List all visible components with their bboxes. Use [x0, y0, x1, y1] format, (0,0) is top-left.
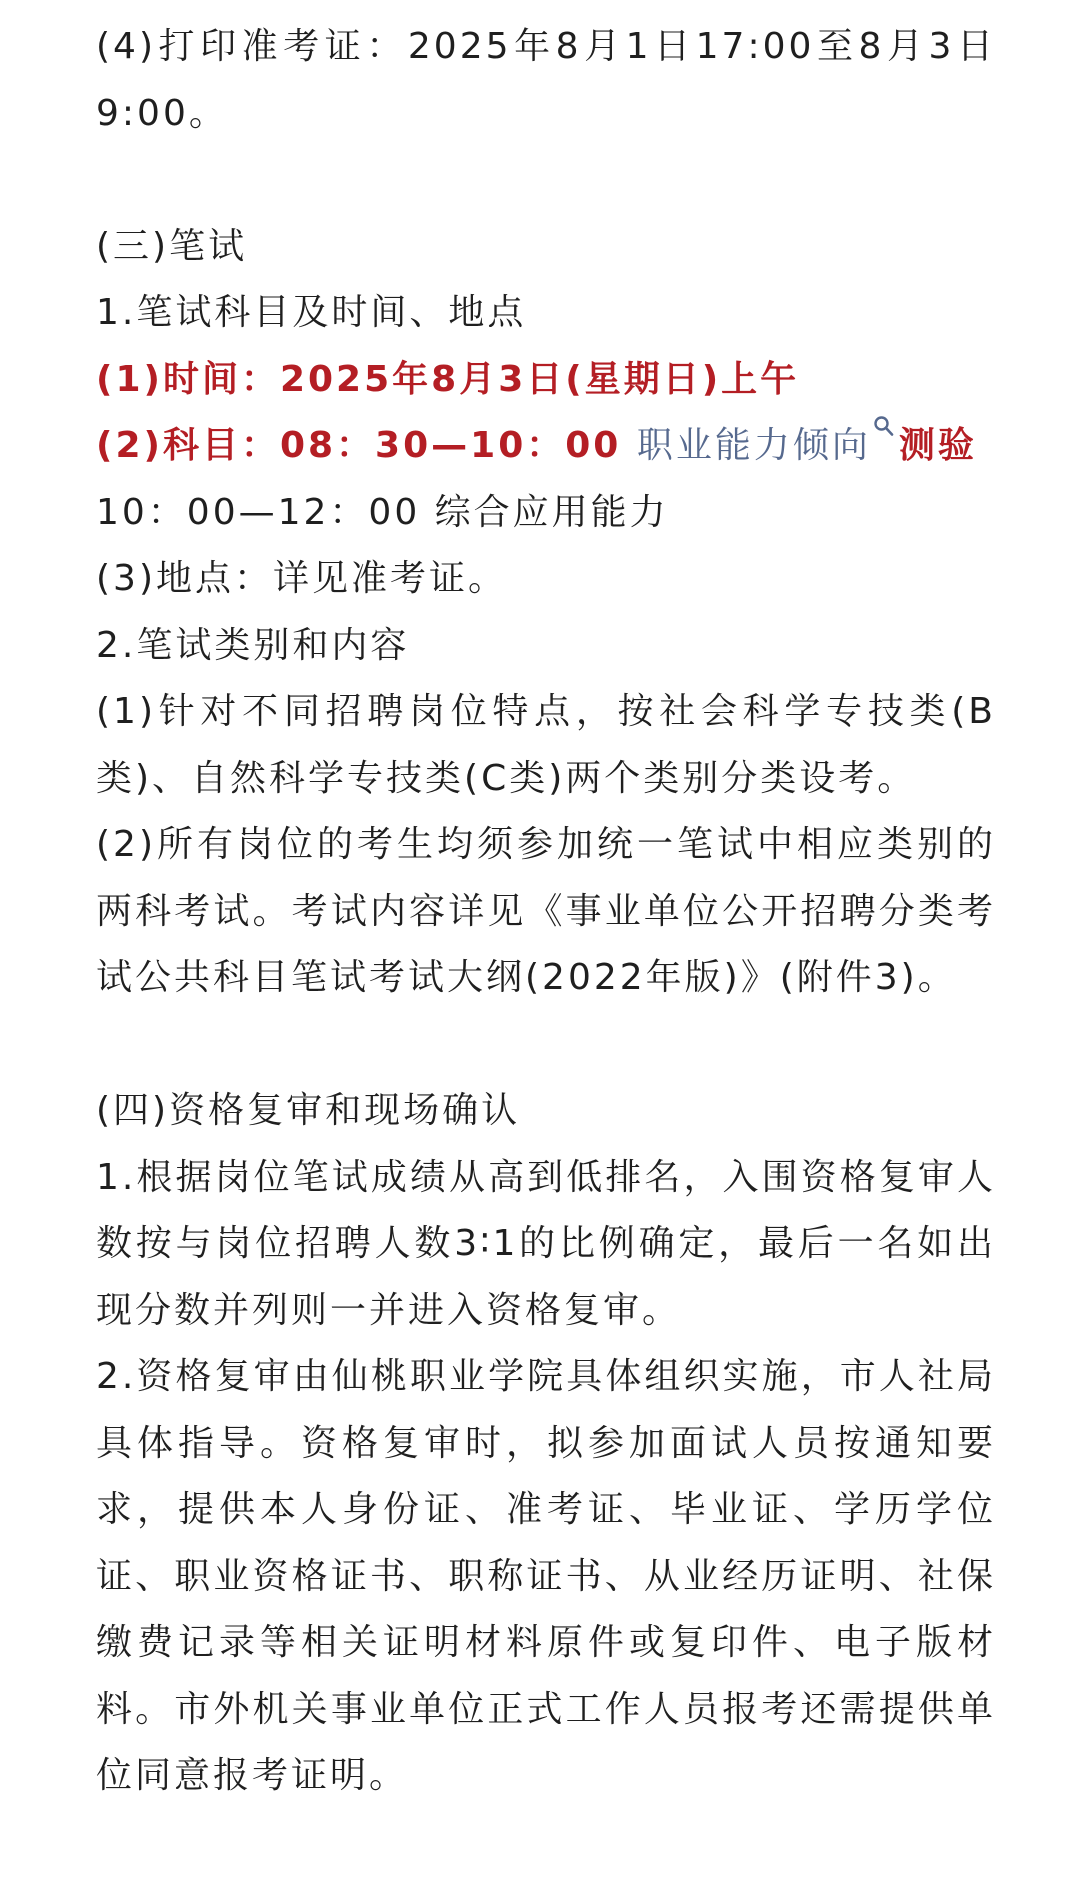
exam-subject-line [96, 413, 996, 480]
exam-time-line: (1)时间：2025年8月3日(星期日)上午 [96, 358, 800, 400]
article-body [96, 14, 996, 1810]
paragraph-print-admission-ticket: (4)打印准考证：2025年8月1日17:00至8月3日9:00。 [96, 26, 996, 134]
exam-subject-second-line: 10：00—12：00 综合应用能力 [96, 491, 669, 533]
exam-subject-prefix: (2)科目：08：30—10：00 [96, 425, 637, 466]
section-heading-qualification-review: (四)资格复审和现场确认 [96, 1090, 521, 1131]
paragraph-exam-categories: (1)针对不同招聘岗位特点，按社会科学专技类(B类)、自然科学专技类(C类)两个类别分类设考。 [96, 691, 996, 799]
subheading-exam-subjects-time-place: 1.笔试科目及时间、地点 [96, 292, 527, 333]
search-icon[interactable] [873, 415, 895, 445]
exam-location-line: (3)地点：详见准考证。 [96, 558, 507, 599]
paragraph-exam-content: (2)所有岗位的考生均须参加统一笔试中相应类别的两科考试。考试内容详见《事业单位公开招聘分类考试公共科目笔试考试大纲(2022年版)》(附件3)。 [96, 824, 996, 998]
section-heading-written-exam: (三)笔试 [96, 225, 248, 267]
paragraph-spacer [96, 147, 996, 214]
paragraph-review-materials: 2.资格复审由仙桃职业学院具体组织实施，市人社局具体指导。资格复审时，拟参加面试人员按通知要求，提供本人身份证、准考证、毕业证、学历学位证、职业资格证书、职称证书、从业经历证明、社保缴费记录等相关证明材料原件或复印件、电子版材料。市外机关事业单位正式工作人员报考还需提供单位同意报考证明。 [96, 1356, 996, 1796]
subheading-exam-category-content: 2.笔试类别和内容 [96, 624, 410, 666]
paragraph-review-ranking: 1.根据岗位笔试成绩从高到低排名，入围资格复审人数按与岗位招聘人数3∶1的比例确定，最后一名如出现分数并列则一并进入资格复审。 [96, 1156, 996, 1331]
paragraph-spacer [96, 1012, 996, 1079]
keyword-link-aptitude-test[interactable]: 职业能力倾向 [636, 425, 871, 466]
exam-subject-suffix: 测验 [898, 425, 977, 466]
